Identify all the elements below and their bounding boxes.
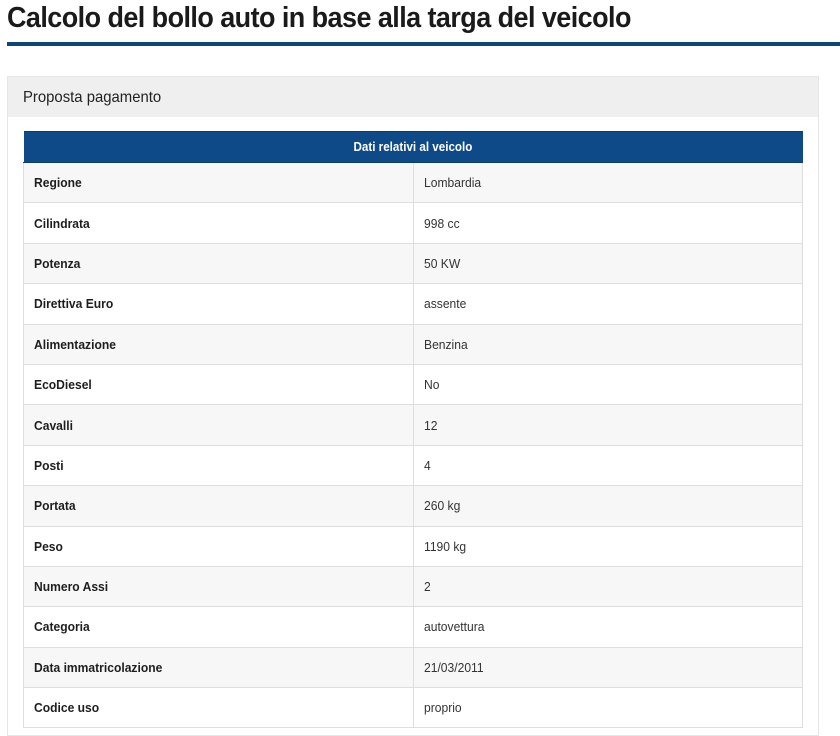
vehicle-data-table — [23, 131, 803, 728]
row-label: Alimentazione — [24, 324, 414, 364]
row-value: 1190 kg — [413, 526, 803, 566]
table-row-cilindrata — [24, 203, 803, 243]
row-value: No — [413, 364, 803, 404]
row-label: Direttiva Euro — [24, 284, 414, 324]
row-value: 21/03/2011 — [413, 647, 803, 687]
table-row-regione — [24, 163, 803, 203]
table-row-numero-assi — [24, 566, 803, 606]
row-value: assente — [413, 284, 803, 324]
row-label: EcoDiesel — [24, 364, 414, 404]
row-label: Potenza — [24, 243, 414, 283]
row-label: Data immatricolazione — [24, 647, 414, 687]
table-row-posti — [24, 445, 803, 485]
row-label: Portata — [24, 486, 414, 526]
table-row-cavalli — [24, 405, 803, 445]
page-title: Calcolo del bollo auto in base alla targa del veicolo — [7, 2, 631, 34]
table-row-direttiva-euro — [24, 284, 803, 324]
row-label: Peso — [24, 526, 414, 566]
table-row-codice-uso — [24, 688, 803, 728]
row-value: 260 kg — [413, 486, 803, 526]
panel-header — [8, 77, 818, 117]
table-row-potenza — [24, 243, 803, 283]
table-header-row — [24, 132, 803, 163]
row-label: Regione — [24, 163, 414, 203]
table-row-data-immatricolazione — [24, 647, 803, 687]
row-value: 2 — [413, 566, 803, 606]
title-divider — [7, 42, 840, 46]
table-header: Dati relativi al veicolo — [24, 132, 803, 163]
row-value: Benzina — [413, 324, 803, 364]
table-row-portata — [24, 486, 803, 526]
row-value: autovettura — [413, 607, 803, 647]
row-value: proprio — [413, 688, 803, 728]
table-row-ecodiesel — [24, 364, 803, 404]
table-row-categoria — [24, 607, 803, 647]
payment-proposal-panel — [7, 76, 819, 736]
row-label: Cilindrata — [24, 203, 414, 243]
row-label: Numero Assi — [24, 566, 414, 606]
row-label: Posti — [24, 445, 414, 485]
panel-title: Proposta pagamento — [23, 89, 162, 106]
row-value: 50 KW — [413, 243, 803, 283]
table-row-alimentazione — [24, 324, 803, 364]
row-value: Lombardia — [413, 163, 803, 203]
row-value: 12 — [413, 405, 803, 445]
row-value: 4 — [413, 445, 803, 485]
row-label: Categoria — [24, 607, 414, 647]
table-row-peso — [24, 526, 803, 566]
row-value: 998 cc — [413, 203, 803, 243]
row-label: Codice uso — [24, 688, 414, 728]
row-label: Cavalli — [24, 405, 414, 445]
